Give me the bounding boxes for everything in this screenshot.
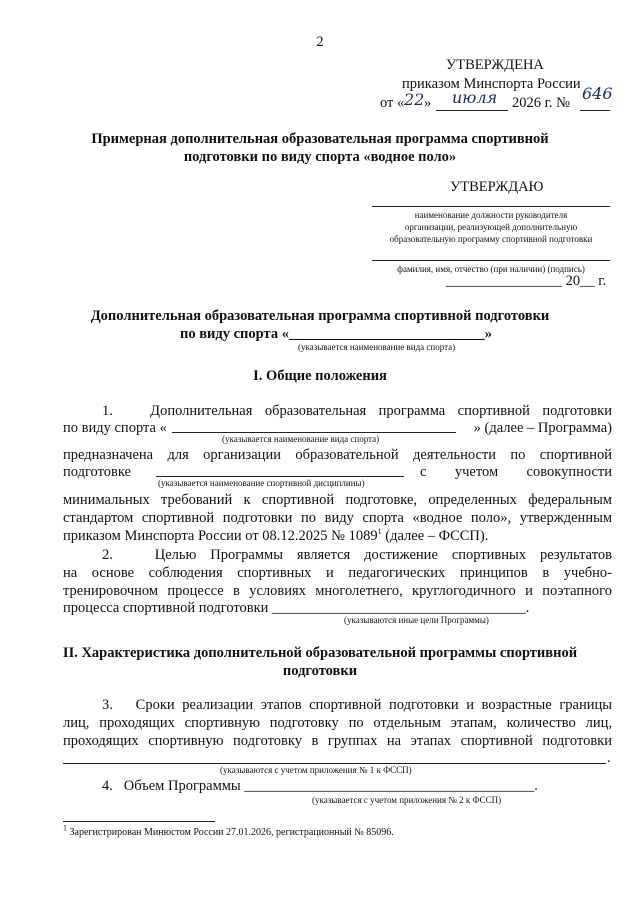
p1-line-7 [63,527,488,545]
p1-caption-2: (указывается наименование спортивной дисциплины) [158,478,365,488]
position-caption-1: наименование должности руководителя [414,210,568,220]
name-caption: фамилия, имя, отчество (при наличии) (подпись) [397,264,585,274]
p3-blank-line [63,763,606,764]
footnote-separator [63,821,215,822]
position-caption-3: образовательную программу спортивной подготовки [389,234,593,244]
p4-line-1: 4. Объем Программы ________________________________________. [102,778,538,794]
p1-line-7-a: приказом Минспорта России от 08.12.2025 № 1089 [63,528,378,544]
approve-title: УТВЕРЖДАЮ [450,179,544,195]
footnote-ref: 1 [377,527,382,537]
p1-line-4-right: с учетом совокупности [420,464,612,480]
program-title-line-1: Дополнительная образовательная программа спортивной подготовки [90,308,550,324]
sport-name-blank [172,432,456,433]
p1-line-1: 1. Дополнительная образовательная программа спортивной подготовки [102,403,612,419]
handwritten-day: 22 [404,90,425,109]
p2-caption: (указываются иные цели Программы) [344,615,489,625]
section-1-heading: I. Общие положения [253,368,387,384]
handwritten-number: 646 [582,84,613,103]
p1-caption-1: (указывается наименование вида спорта) [222,434,380,444]
name-line [372,260,610,261]
position-caption-2: организации, реализующей дополнительную [404,222,578,232]
p1-line-2-left: по виду спорта « [63,420,167,436]
footnote-text: Зарегистрирован Минюстом России 27.01.2026, регистрационный № 85096. [67,827,394,838]
month-underline [436,110,508,111]
p4-caption: (указывается с учетом приложения № 2 к ФССП) [312,795,502,805]
program-title-caption: (указывается наименование вида спорта) [298,342,456,352]
approval-close-quote: » [424,95,432,111]
p3-line-1: 3. Сроки реализации этапов спортивной подготовки и возрастные границы [102,697,612,713]
p3-line-4-end: . [607,750,611,766]
approval-order-line: приказом Минспорта России [402,76,581,92]
p1-line-5: минимальных требований к спортивной подготовке, определенных федеральным [63,492,612,508]
main-title-line-2: подготовки по виду спорта «водное поло» [183,149,457,165]
handwritten-month: июля [452,88,498,107]
main-title-line-1: Примерная дополнительная образовательная программа спортивной [91,131,549,147]
p1-line-3: предназначена для организации образовательной деятельности по спортивной [63,447,612,463]
p3-line-3: проходящих спортивную подготовку в группах на этапах спортивной подготовки [63,733,612,749]
footnote [63,823,394,839]
footnote-mark: 1 [63,823,67,833]
p3-line-2: лиц, проходящих спортивную подготовку по отдельным этапам, количество лиц, [63,715,612,731]
p1-line-4-left: подготовке [63,464,131,480]
approval-title: УТВЕРЖДЕНА [446,57,544,73]
p2-line-2: на основе соблюдения спортивных и педагогических принципов в учебно- [63,565,612,581]
p1-line-2-right: » (далее – Программа) [473,420,612,436]
p2-line-3: тренировочном процессе в условиях многолетнего, круглогодичного и поэтапного [63,583,612,599]
approve-date-line: ________________ 20__ г. [446,273,607,289]
p3-caption: (указываются с учетом приложения № 1 к ФССП) [220,765,412,775]
section-2-heading-line-2: подготовки [282,663,358,679]
number-underline [580,110,610,111]
p2-line-4: процесса спортивной подготовки ___________________________________. [63,600,530,616]
discipline-blank [156,476,404,477]
approval-year-text: 2026 г. № [512,95,571,111]
program-title-line-2: по виду спорта «___________________________» [180,326,492,342]
page-number: 2 [316,34,324,50]
approval-from-prefix: от « [380,95,405,111]
section-2-heading-line-1: II. Характеристика дополнительной образовательной программы спортивной [62,645,578,661]
p1-line-6: стандартом спортивной подготовки по виду спорта «водное поло», утвержденным [63,510,612,526]
position-line [372,206,610,207]
p2-line-1: 2. Целью Программы является достижение спортивных результатов [102,547,612,563]
p1-line-7-b: (далее – ФССП). [381,528,489,544]
